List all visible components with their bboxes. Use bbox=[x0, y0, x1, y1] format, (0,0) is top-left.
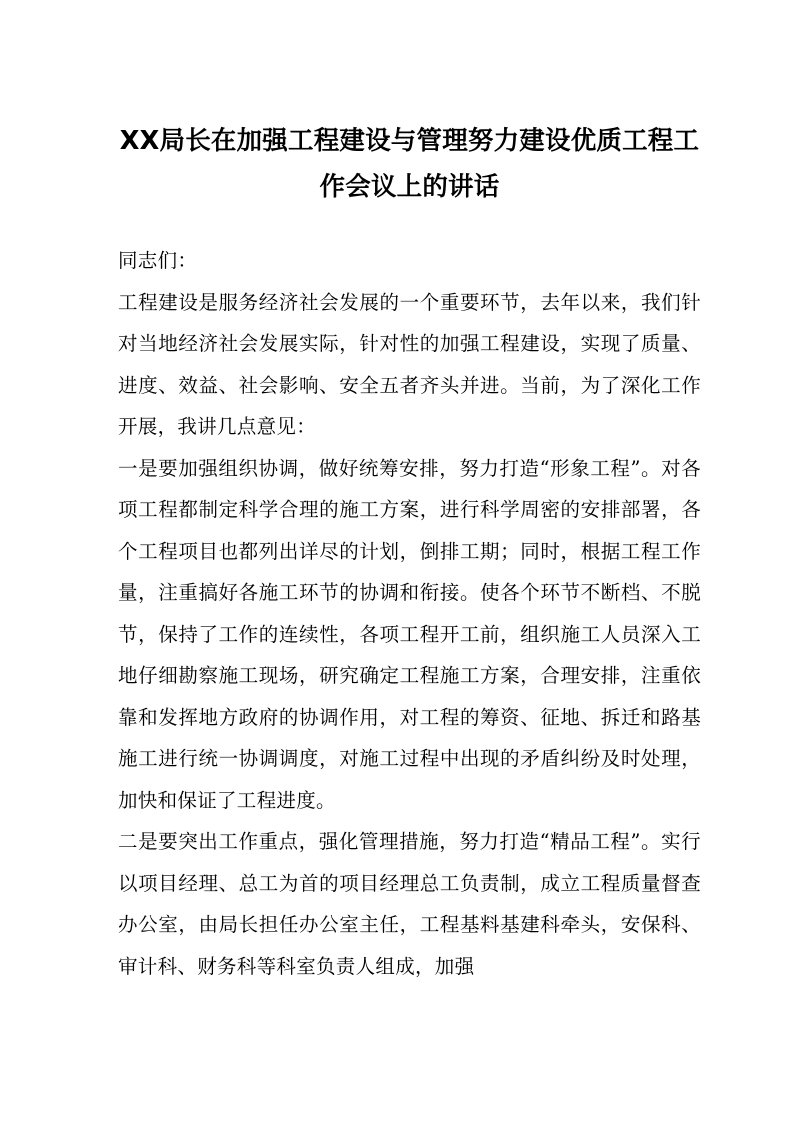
paragraph-point-one: 一是要加强组织协调，做好统筹安排，努力打造“形象工程”。对各项工程都制定科学合理的施工方案，进行科学周密的安排部署，各个工程项目也都列出详尽的计划，倒排工期；同时，根据工程工作量，注重搞好各施工环节的协调和衔接。使各个环节不断档、不脱节，保持了工作的连续性，各项工程开工前，组织施工人员深入工地仔细勘察施工现场，研究确定工程施工方案，合理安排，注重依靠和发挥地方政府的协调作用，对工程的筹资、征地、拆迁和路基施工进行统一协调调度，对施工过程中出现的矛盾纠纷及时处理，加快和保证了工程进度。 bbox=[118, 456, 701, 812]
paragraph-point-two: 二是要突出工作重点，强化管理措施，努力打造“精品工程”。实行以项目经理、总工为首的项目经理总工负责制，成立工程质量督查办公室，由局长担任办公室主任，工程基料基建科牵头，安保科、审计科、财务科等科室负责人组成，加强 bbox=[118, 830, 701, 978]
page-title: XX局长在加强工程建设与管理努力建设优质工程工作会议上的讲话 bbox=[119, 126, 700, 202]
paragraph-intro: 工程建设是服务经济社会发展的一个重要环节，去年以来，我们针对当地经济社会发展实际，针对性的加强工程建设，实现了质量、进度、效益、社会影响、安全五者齐头并进。当前，为了深化工作开展，我讲几点意见： bbox=[118, 290, 701, 438]
document-body bbox=[118, 240, 701, 987]
paragraph-salutation: 同志们： bbox=[118, 249, 198, 272]
